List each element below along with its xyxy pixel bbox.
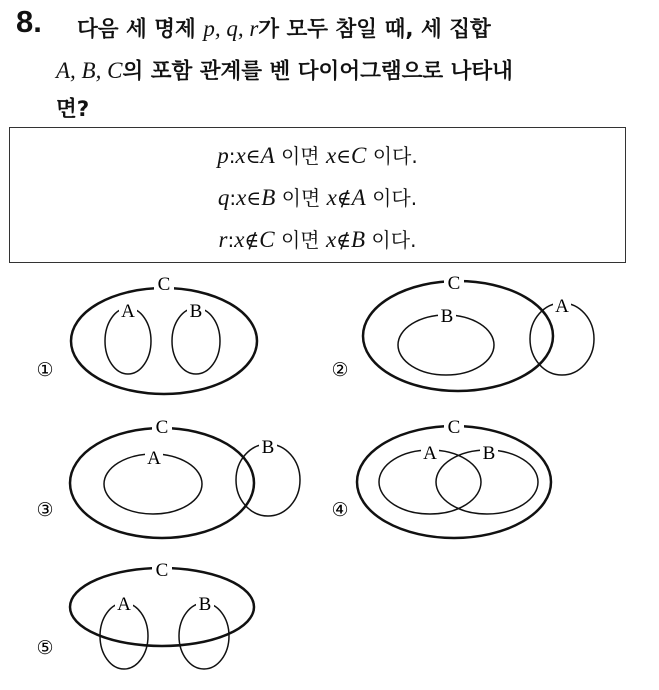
question-line-1 [77, 12, 491, 43]
question-text-1a: 다음 세 명제 [77, 17, 204, 42]
choice-number-5: ⑤ [36, 637, 54, 659]
question-line-3: 면? [56, 97, 90, 122]
label-c: C [447, 273, 461, 294]
condition-r: r:x∉C 이면 x∉B 이다. [218, 227, 417, 252]
choice-number-1: ① [36, 359, 54, 381]
question-text-1b: 가 모두 참일 때, 세 집합 [258, 17, 491, 42]
label-b: B [198, 594, 212, 615]
choice-2[interactable] [0, 270, 659, 405]
question-vars-abc: A, B, C [56, 58, 123, 83]
label-a: A [555, 296, 569, 317]
question-text-2b: 의 포함 관계를 벤 다이어그램으로 나타내 [122, 59, 513, 84]
question-number: 8. [16, 4, 42, 39]
conditions-box [9, 127, 626, 263]
venn-diagram-2 [0, 270, 659, 400]
label-c: C [447, 417, 461, 438]
label-a: A [147, 448, 161, 469]
label-b: B [440, 306, 454, 327]
venn-diagram-5 [0, 555, 659, 685]
venn-diagram-4 [0, 410, 659, 540]
choice-number-4: ④ [331, 499, 349, 521]
condition-p: p:x∈A 이면 x∈C 이다. [217, 143, 418, 168]
choice-5[interactable] [0, 555, 659, 690]
question-line-2 [56, 54, 513, 85]
label-c: C [155, 417, 169, 438]
label-c: C [157, 274, 171, 295]
condition-q: q:x∈B 이면 x∉A 이다. [217, 185, 418, 210]
label-b: B [189, 301, 203, 322]
label-a: A [121, 301, 135, 322]
label-b: B [482, 443, 496, 464]
label-c: C [155, 560, 169, 581]
question-vars-pqr: p, q, r [203, 16, 259, 41]
choice-number-3: ③ [36, 499, 54, 521]
label-a: A [423, 443, 437, 464]
label-a: A [117, 594, 131, 615]
label-b: B [261, 437, 275, 458]
choice-number-2: ② [331, 359, 349, 381]
set-c-ellipse [357, 426, 551, 538]
choice-4[interactable] [0, 410, 659, 545]
